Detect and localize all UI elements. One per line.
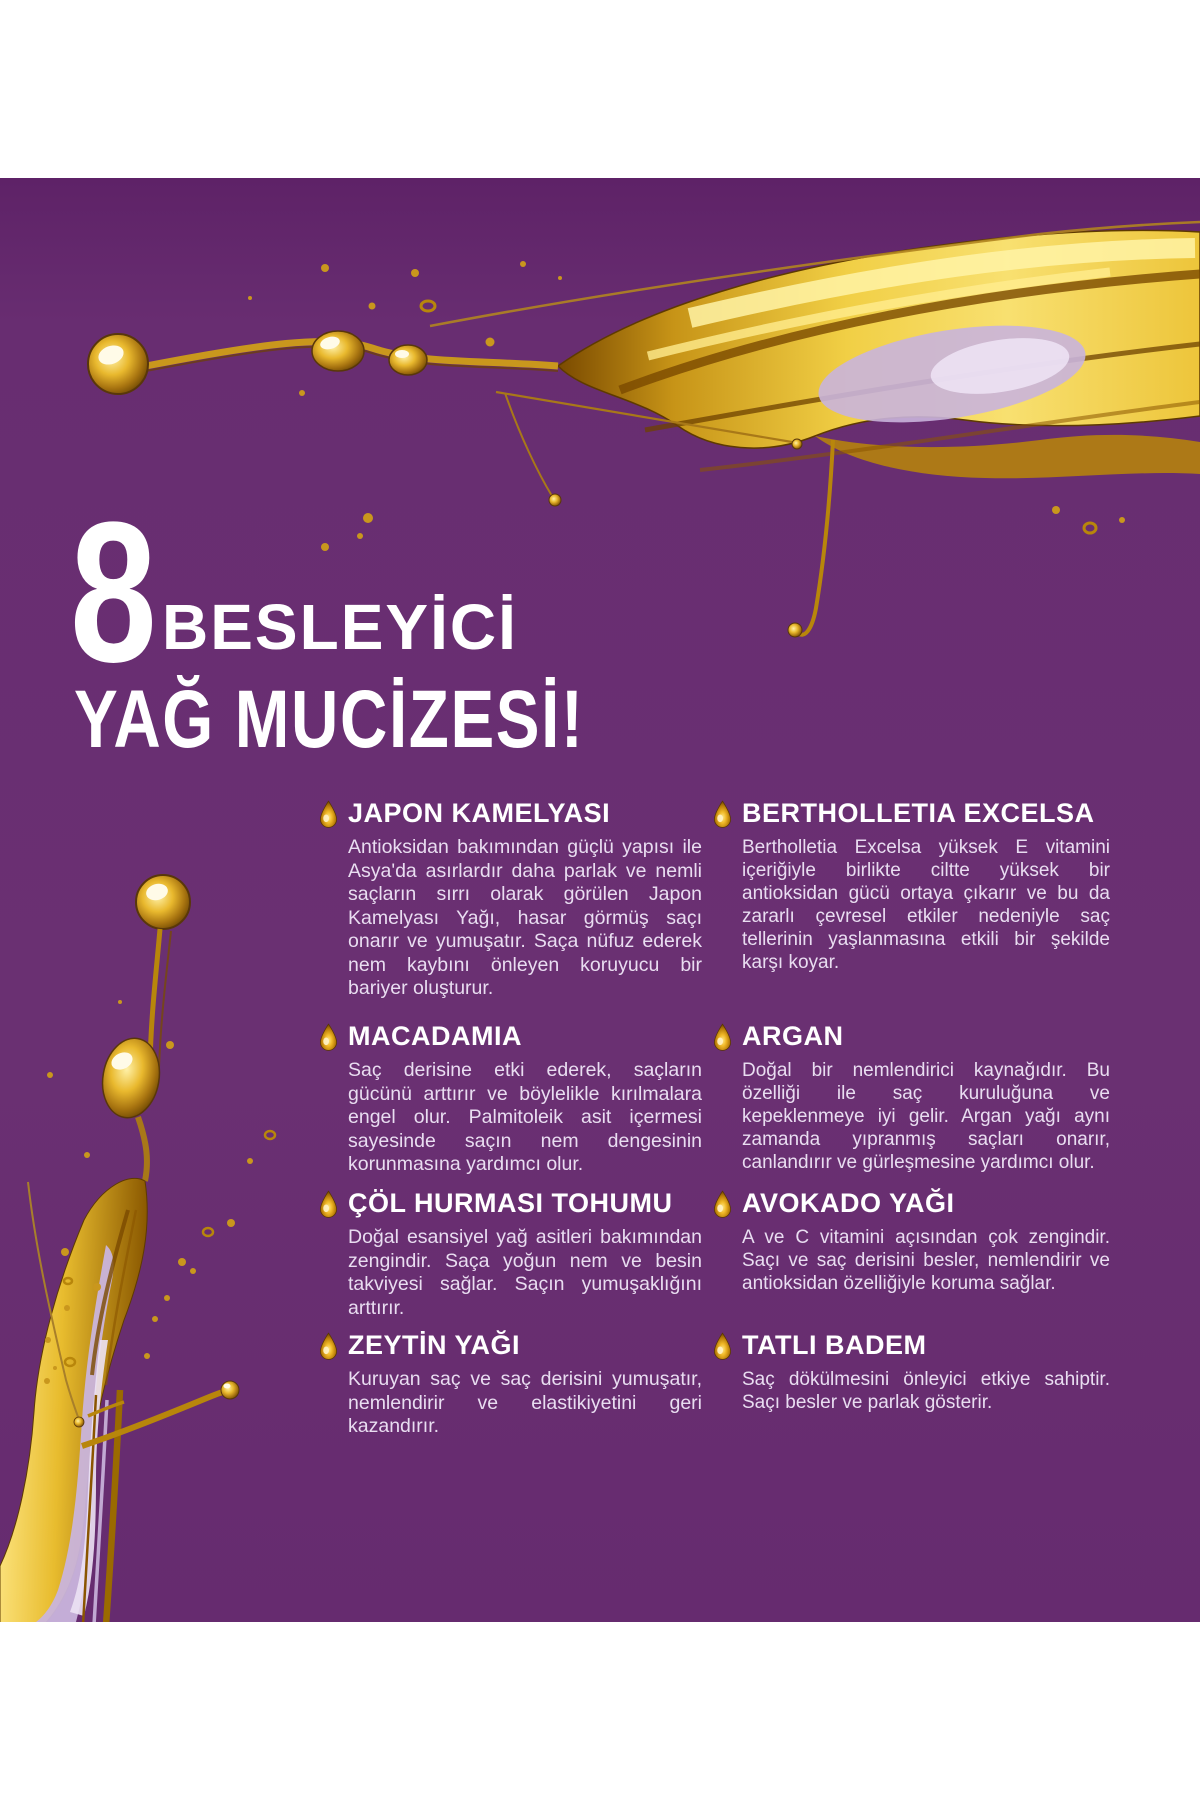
oil-description: Kuruyan saç ve saç derisini yumuşatır, nemlendirir ve elastikiyetini geri kazandırır. xyxy=(348,1368,702,1437)
section-header xyxy=(712,1330,1110,1361)
oil-drop-icon xyxy=(712,1332,733,1361)
oil-title: AVOKADO YAĞI xyxy=(742,1188,955,1218)
purple-panel xyxy=(0,178,1200,1622)
oil-title: ARGAN xyxy=(742,1021,844,1051)
section-zeytin-yagi xyxy=(318,1330,702,1439)
oil-description: Doğal esansiyel yağ asitleri bakımından zengindir. Saça yoğun nem ve besin takviyesi sağlar. Saçın yumuşaklığını arttırır. xyxy=(348,1226,702,1319)
oil-description: Antioksidan bakımından güçlü yapısı ile Asya'da asırlardır daha parlak ve nemli saçların sırrı olarak görülen Japon Kamelyası Yağı, hasar görmüş saçı onarır ve yumuşatır. Saça nüfuz ederek nem kaybını önleyen koruyucu bir bariyer oluşturur. xyxy=(348,836,702,999)
section-header xyxy=(318,1188,702,1219)
oil-drop-icon xyxy=(318,800,339,829)
section-japon-kamelyasi xyxy=(318,798,702,1001)
oil-description: Doğal bir nemlendirici kaynağıdır. Bu özelliği ile saç kuruluğuna ve kepeklenmeye iyi gelir. Argan yağı aynı zamanda yıpranmış saçları onarır, canlandırır ve gürleşmesine yardımcı olur. xyxy=(742,1060,1110,1173)
section-argan xyxy=(712,1021,1110,1174)
oil-drop-icon xyxy=(318,1023,339,1052)
section-tatli-badem xyxy=(712,1330,1110,1414)
headline-number: 8 xyxy=(70,481,157,704)
oil-drop-icon xyxy=(712,800,733,829)
oil-title: TATLI BADEM xyxy=(742,1330,927,1360)
section-header xyxy=(318,1330,702,1361)
oil-title: BERTHOLLETIA EXCELSA xyxy=(742,798,1095,828)
section-header xyxy=(712,1021,1110,1052)
oil-description: Saç derisine etki ederek, saçların gücünü arttırır ve böylelikle kırılmalara engel olur. Palmitoleik asit içermesi sayesinde saçın nem dengesinin korunmasına yardımcı olur. xyxy=(348,1059,702,1175)
oil-description: A ve C vitamini açısından çok zengindir. Saçı ve saç derisini besler, nemlendirir ve antioksidan özelliğiyle koruma sağlar. xyxy=(742,1227,1110,1294)
section-avokado-yagi xyxy=(712,1188,1110,1295)
oil-title: MACADAMIA xyxy=(348,1021,522,1051)
section-header xyxy=(712,1188,1110,1219)
oil-title: ZEYTİN YAĞI xyxy=(348,1330,521,1360)
section-col-hurmasi-tohumu xyxy=(318,1188,702,1320)
section-macadamia xyxy=(318,1021,702,1177)
oil-drop-icon xyxy=(712,1023,733,1052)
oil-drop-icon xyxy=(318,1190,339,1219)
oil-drop-icon xyxy=(318,1332,339,1361)
section-bertholletia-excelsa xyxy=(712,798,1110,974)
oil-drop-icon xyxy=(712,1190,733,1219)
section-header xyxy=(318,1021,702,1052)
oil-splash-left-graphic xyxy=(0,740,300,1622)
headline-line1: BESLEYİCİ xyxy=(162,591,518,663)
oil-description: Saç dökülmesini önleyici etkiye sahiptir. Saçı besler ve parlak gösterir. xyxy=(742,1369,1110,1413)
section-header xyxy=(712,798,1110,829)
headline-line2: YAĞ MUCİZESİ! xyxy=(74,674,585,765)
oil-title: JAPON KAMELYASI xyxy=(348,798,611,828)
oil-title: ÇÖL HURMASI TOHUMU xyxy=(348,1188,673,1218)
oil-description: Bertholletia Excelsa yüksek E vitamini içeriğiyle birlikte ciltte yüksek bir antioksidan gücü ortaya çıkarır ve bu da zararlı çevresel etkiler nedeniyle saç tellerinin yaşlanmasına etkili bir şekilde karşı koyar. xyxy=(742,837,1110,973)
section-header xyxy=(318,798,702,829)
